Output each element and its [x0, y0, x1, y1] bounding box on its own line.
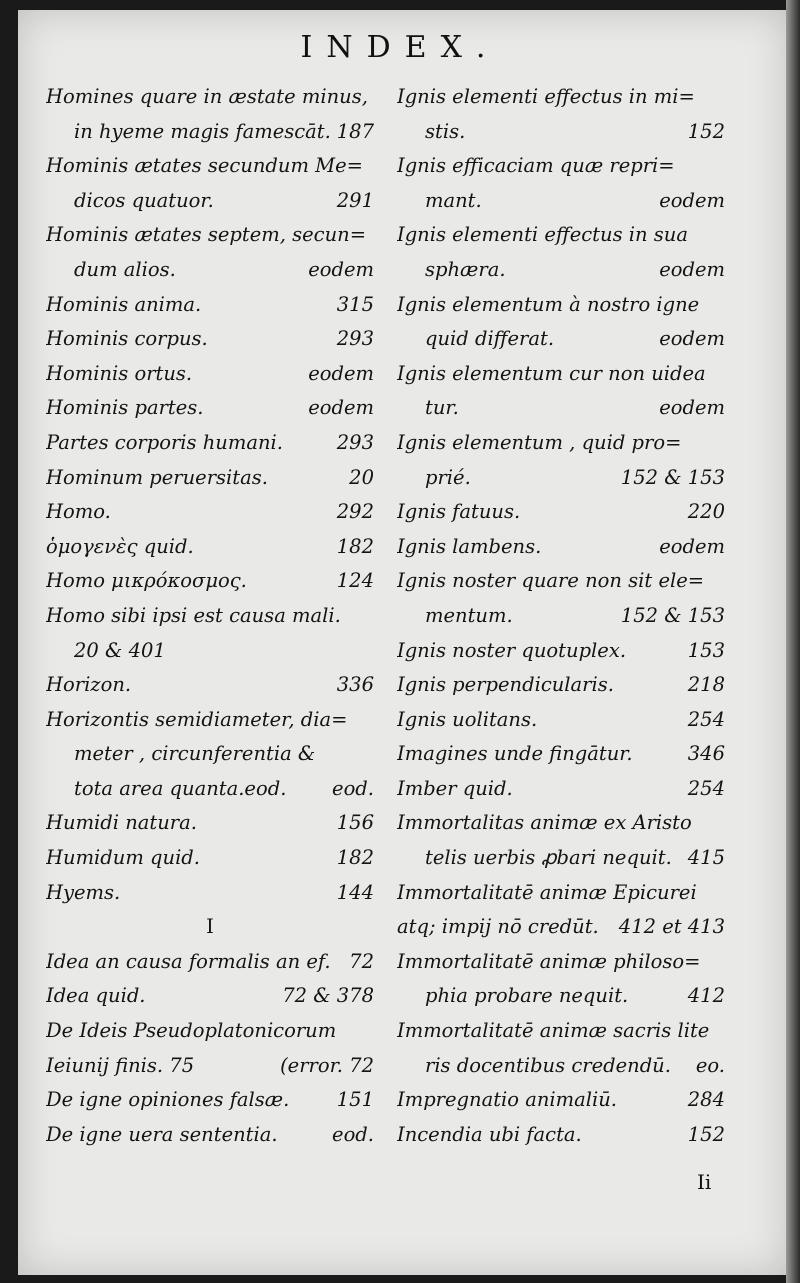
- entry-page-ref: (error. 72: [276, 1049, 374, 1084]
- entry-page-ref: 153: [684, 634, 725, 669]
- entry-text: Hominis partes.: [46, 396, 204, 420]
- entry-text: Horizontis semidiameter, dia=: [46, 707, 348, 731]
- index-entry: [46, 288, 374, 323]
- entry-page-ref: 415: [684, 841, 725, 876]
- index-entry: [397, 253, 725, 288]
- index-entry: [46, 564, 374, 599]
- entry-text: Immortalitatē animæ sacris lite: [397, 1019, 710, 1043]
- index-entry: [397, 634, 725, 669]
- index-entry: [46, 149, 374, 184]
- entry-text: tota area quanta.eod.: [74, 776, 287, 800]
- entry-text: Humidum quid.: [46, 846, 200, 870]
- index-entry: [46, 1014, 374, 1049]
- entry-page-ref: 254: [684, 772, 725, 807]
- entry-page-ref: 284: [684, 1083, 725, 1118]
- entry-page-ref: 293: [333, 426, 374, 461]
- entry-text: Ignis noster quare non sit ele=: [397, 569, 705, 593]
- entry-text: prié.: [425, 465, 471, 489]
- index-entry: [397, 979, 725, 1014]
- entry-page-ref: 412: [684, 979, 725, 1014]
- entry-text: phia probare nequit.: [425, 984, 629, 1008]
- entry-page-ref: eo.: [692, 1049, 725, 1084]
- entry-text: 20 & 401: [74, 638, 166, 662]
- page-edge-shadow: [786, 0, 800, 1283]
- entry-text: Idea quid.: [46, 984, 146, 1008]
- entry-page-ref: eodem: [655, 391, 725, 426]
- index-entry: [46, 357, 374, 392]
- index-entry: [46, 806, 374, 841]
- entry-text: stis.: [425, 119, 466, 143]
- index-column-left: [46, 80, 374, 1152]
- entry-text: Hyems.: [46, 880, 121, 904]
- index-entry: [46, 668, 374, 703]
- entry-page-ref: 291: [333, 184, 374, 219]
- entry-text: Ieiunij finis. 75: [46, 1053, 195, 1077]
- index-entry: [46, 1118, 374, 1153]
- entry-text: Imagines unde fingātur.: [397, 742, 633, 766]
- index-entry: [397, 115, 725, 150]
- index-entry: [46, 80, 374, 115]
- entry-page-ref: 182: [333, 841, 374, 876]
- index-entry: [46, 1049, 374, 1084]
- entry-page-ref: 152: [684, 115, 725, 150]
- index-entry: [46, 184, 374, 219]
- entry-text: tur.: [425, 396, 459, 420]
- index-entry: [397, 461, 725, 496]
- entry-page-ref: 218: [684, 668, 725, 703]
- entry-page-ref: eodem: [304, 253, 374, 288]
- index-entry: [397, 1014, 725, 1049]
- index-entry: [46, 910, 374, 945]
- entry-text: Homo μικρόκοσμος.: [46, 569, 247, 593]
- entry-page-ref: eod.: [328, 1118, 374, 1153]
- index-entry: [46, 253, 374, 288]
- entry-page-ref: 254: [684, 703, 725, 738]
- entry-page-ref: 152: [684, 1118, 725, 1153]
- entry-text: Hominis ætates secundum Me=: [46, 154, 364, 178]
- entry-page-ref: 144: [333, 876, 374, 911]
- index-column-right: [397, 80, 725, 1152]
- entry-page-ref: eod.: [328, 772, 374, 807]
- index-entry: [46, 703, 374, 738]
- entry-page-ref: 124: [333, 564, 374, 599]
- entry-text: Immortalitatē animæ philoso=: [397, 949, 701, 973]
- index-entry: [46, 1083, 374, 1118]
- index-entry: [397, 841, 725, 876]
- entry-text: in hyeme magis famescāt.: [74, 119, 331, 143]
- index-entry: [397, 357, 725, 392]
- index-entry: [397, 426, 725, 461]
- index-entry: [397, 322, 725, 357]
- index-entry: [397, 149, 725, 184]
- entry-page-ref: 156: [333, 806, 374, 841]
- entry-text: Incendia ubi facta.: [397, 1122, 582, 1146]
- entry-text: sphæra.: [425, 257, 506, 281]
- index-entry: [46, 495, 374, 530]
- entry-text: Ignis elementi effectus in sua: [397, 223, 688, 247]
- entry-text: Ignis elementum à nostro igne: [397, 292, 700, 316]
- entry-text: Ignis lambens.: [397, 534, 542, 558]
- index-entry: [397, 772, 725, 807]
- entry-page-ref: 182: [333, 530, 374, 565]
- entry-text: Horizon.: [46, 673, 132, 697]
- entry-page-ref: 152 & 153: [617, 599, 725, 634]
- entry-page-ref: 293: [333, 322, 374, 357]
- entry-text: Homines quare in æstate minus,: [46, 85, 368, 108]
- entry-text: ris docentibus credendū.: [425, 1053, 671, 1077]
- entry-text: Immortalitas animæ ex Aristo: [397, 811, 692, 835]
- page-header: INDEX.: [300, 30, 500, 65]
- index-entry: [46, 461, 374, 496]
- entry-text: telis uerbis ꝓbari nequit.: [425, 846, 672, 870]
- entry-text: Homo.: [46, 500, 111, 524]
- index-entry: [397, 910, 725, 945]
- entry-text: I: [206, 915, 214, 939]
- entry-text: De Ideis Pseudoplatonicorum: [46, 1019, 337, 1043]
- index-entry: [46, 737, 374, 772]
- index-entry: [397, 1118, 725, 1153]
- index-entry: [46, 876, 374, 911]
- entry-page-ref: 72 & 378: [278, 979, 374, 1014]
- entry-text: dicos quatuor.: [74, 188, 214, 212]
- entry-text: Idea an causa formalis an ef.: [46, 949, 331, 973]
- entry-text: Impregnatio animaliū.: [397, 1088, 617, 1112]
- entry-page-ref: 187: [333, 115, 374, 150]
- entry-text: Ignis elementum cur non uidea: [397, 361, 706, 385]
- entry-text: Ignis fatuus.: [397, 500, 521, 524]
- index-entry: [397, 288, 725, 323]
- entry-page-ref: 336: [333, 668, 374, 703]
- entry-text: Imber quid.: [397, 776, 513, 800]
- index-entry: [397, 530, 725, 565]
- index-entry: [397, 184, 725, 219]
- entry-page-ref: eodem: [304, 357, 374, 392]
- entry-text: Ignis elementi effectus in mi=: [397, 85, 695, 108]
- entry-page-ref: 220: [684, 495, 725, 530]
- signature-mark: Ii: [697, 1170, 712, 1194]
- entry-text: Hominis anima.: [46, 292, 202, 316]
- index-entry: [397, 80, 725, 115]
- entry-text: Humidi natura.: [46, 811, 197, 835]
- entry-text: Ignis uolitans.: [397, 707, 538, 731]
- entry-page-ref: 72: [345, 945, 374, 980]
- entry-text: Hominum peruersitas.: [46, 465, 268, 489]
- index-entry: [46, 772, 374, 807]
- entry-text: mentum.: [425, 603, 513, 627]
- index-entry: [397, 218, 725, 253]
- index-entry: [46, 391, 374, 426]
- index-entry: [397, 495, 725, 530]
- entry-text: De igne uera sententia.: [46, 1122, 278, 1146]
- entry-page-ref: eodem: [655, 530, 725, 565]
- entry-text: Homo sibi ipsi est causa mali.: [46, 603, 341, 627]
- index-entry: [397, 1083, 725, 1118]
- entry-text: ὁμογενὲς quid.: [46, 534, 194, 558]
- index-entry: [397, 564, 725, 599]
- entry-page-ref: eodem: [655, 322, 725, 357]
- index-entry: [397, 1049, 725, 1084]
- index-entry: [397, 391, 725, 426]
- entry-page-ref: 292: [333, 495, 374, 530]
- index-entry: [46, 979, 374, 1014]
- entry-page-ref: 151: [333, 1083, 374, 1118]
- entry-page-ref: 346: [684, 737, 725, 772]
- entry-page-ref: 315: [333, 288, 374, 323]
- index-entry: [46, 530, 374, 565]
- entry-page-ref: eodem: [655, 253, 725, 288]
- entry-text: dum alios.: [74, 257, 176, 281]
- entry-text: Hominis ortus.: [46, 361, 193, 385]
- entry-text: Immortalitatē animæ Epicurei: [397, 880, 697, 904]
- index-entry: [397, 945, 725, 980]
- index-entry: [46, 841, 374, 876]
- entry-text: Ignis efficaciam quæ repri=: [397, 154, 675, 178]
- entry-page-ref: eodem: [655, 184, 725, 219]
- entry-page-ref: 20: [345, 461, 374, 496]
- entry-text: De igne opiniones falsæ.: [46, 1088, 290, 1112]
- index-entry: [46, 634, 374, 669]
- entry-page-ref: 152 & 153: [617, 461, 725, 496]
- index-entry: [397, 806, 725, 841]
- entry-text: quid differat.: [425, 327, 555, 351]
- entry-text: mant.: [425, 188, 482, 212]
- index-entry: [46, 322, 374, 357]
- entry-page-ref: 412 et 413: [615, 910, 725, 945]
- entry-text: Hominis corpus.: [46, 327, 208, 351]
- entry-text: Ignis noster quotuplex.: [397, 638, 627, 662]
- entry-text: Partes corporis humani.: [46, 430, 283, 454]
- index-entry: [397, 737, 725, 772]
- index-entry: [46, 599, 374, 634]
- entry-text: Ignis elementum , quid pro=: [397, 430, 682, 454]
- index-entry: [46, 115, 374, 150]
- index-entry: [46, 945, 374, 980]
- entry-text: atq; impij nō credūt.: [397, 915, 599, 939]
- index-entry: [46, 218, 374, 253]
- entry-text: Ignis perpendicularis.: [397, 673, 614, 697]
- entry-text: Hominis ætates septem, secun=: [46, 223, 367, 247]
- index-entry: [397, 668, 725, 703]
- entry-page-ref: eodem: [304, 391, 374, 426]
- index-entry: [397, 876, 725, 911]
- index-entry: [397, 703, 725, 738]
- index-entry: [46, 426, 374, 461]
- index-entry: [397, 599, 725, 634]
- entry-text: meter , circunferentia &: [74, 742, 316, 766]
